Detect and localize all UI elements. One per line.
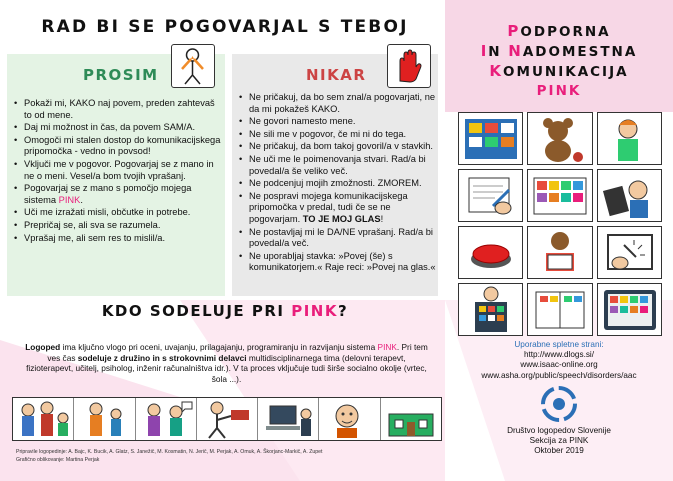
society-logo-icon (537, 384, 581, 424)
list-item-text: Ne pospravi mojega komunikacijskega pripomočka v predal, tudi če se ne pogovarjam. (249, 190, 408, 224)
bold-text: TO JE MOJ GLAS (302, 213, 381, 224)
list-item: • Ne pričakuj, da bom takoj govoril/a v stavkih. (238, 141, 436, 153)
therapist-icon (197, 398, 258, 440)
link[interactable]: www.isaac-online.org (520, 360, 598, 370)
title-line (445, 62, 673, 82)
society-name: Društvo logopedov Slovenije (507, 426, 611, 435)
title-cap: K (489, 62, 504, 80)
title-cap: I (480, 42, 489, 60)
list-item: • Pokaži mi, KAKO naj povem, preden zahtevaš to od mene. (13, 98, 223, 121)
nikar-heading: NIKAR (306, 66, 367, 84)
title-cap: N (508, 42, 523, 60)
speech-therapist-icon (136, 398, 197, 440)
bold-text: sodeluje z družino in s strokovnimi delavci (77, 352, 247, 363)
title-text: ADOMESTNA (522, 44, 638, 60)
communication-board-icon (458, 112, 523, 165)
touch-screen-icon (597, 226, 662, 279)
para-text: . Pri tem ves čas (47, 342, 428, 363)
list-item: • Daj mi možnost in čas, da povem SAM/A. (13, 122, 223, 134)
computer-engineer-icon (258, 398, 319, 440)
list-item-text: . (80, 194, 83, 205)
symbol-board-icon (527, 169, 592, 222)
title-text: N (488, 44, 509, 60)
society-info (445, 426, 673, 457)
speech-device-icon (597, 283, 662, 336)
praying-person-icon (171, 44, 215, 88)
list-item: • Prepričaj se, ali sva se razumela. (13, 220, 223, 232)
credits (16, 448, 436, 464)
title-line (445, 22, 673, 42)
society-logo (445, 384, 673, 429)
list-item: • Ne sili me v pogovor, če mi ni do tega. (238, 129, 436, 141)
list-item-text: Pogovarjaj se z mano s pomočjo mojega sistema (24, 183, 192, 205)
title-text: OMUNIKACIJA (503, 64, 629, 80)
title-line (445, 42, 673, 62)
brochure-title (445, 22, 673, 101)
para-text: multidisciplinarnega tima (delovni terapevt, fizioterapevt, učitelj, psiholog, inženir računalništva idr.). V ta proces vključuje tudi širše socialno okolje (vrtec, šola ...). (26, 352, 427, 384)
list-item: • Ne uporabljaj stavka: »Povej (še) s komunikatorjem.« Raje reci: »Povej na glas.« (238, 251, 436, 274)
vest-communication-icon (458, 283, 523, 336)
psychologist-icon (319, 398, 380, 440)
society-section: Sekcija za PINK (529, 436, 589, 446)
team-pictogram-strip (12, 397, 442, 441)
pink-word: PINK (291, 302, 338, 320)
useful-links (445, 340, 673, 381)
links-label: Uporabne spletne strani: (514, 340, 604, 349)
list-item: • Ne postavljaj mi le DA/NE vprašanj. Rad/a bi povedal/a več. (238, 227, 436, 250)
list-item: • Ne pričakuj, da bo sem znal/a pogovarjati, ne da mi pokažeš KAKO. (238, 92, 436, 115)
title-pink: PINK (536, 83, 582, 99)
child-icon (597, 112, 662, 165)
writing-hand-icon (458, 169, 523, 222)
nikar-list (238, 92, 436, 275)
para-text: ima ključno vlogo pri oceni, uvajanju, prilagajanju, programiranju in razvijanju sistema (60, 342, 378, 352)
big-red-switch-icon (458, 226, 523, 279)
title-cap: P (507, 22, 521, 40)
prosim-column (7, 54, 225, 296)
credits-design: Grafično oblikovanje: Martina Perjak (16, 457, 100, 463)
who-title-text: KDO SODELUJE PRI (101, 302, 292, 320)
list-item: • Ne podcenjuj mojih zmožnosti. ZMOREM. (238, 178, 436, 190)
pink-word: PINK (377, 342, 397, 352)
who-title (60, 302, 390, 320)
list-item: • Ne uči me le poimenovanja stvari. Rad/a bi povedal/a še veliko več. (238, 154, 436, 177)
who-paragraph (24, 342, 429, 384)
link[interactable]: www.asha.org/public/speech/disorders/aac (481, 370, 637, 380)
list-item: • Omogoči mi stalen dostop do komunikacijskega pripomočka - vedno in povsod! (13, 135, 223, 158)
title-text: ODPORNA (520, 24, 611, 40)
list-item: • Vključi me v pogovor. Pogovarjaj se z mano in ne o meni. Vesel/a bom tvojih vprašanj. (13, 159, 223, 182)
main-title: RAD BI SE POGOVARJAL S TEBOJ (41, 17, 409, 37)
family-icon (13, 398, 74, 440)
prosim-heading: PROSIM (83, 66, 159, 84)
who-title-text: ? (337, 302, 349, 320)
nikar-column (232, 54, 438, 296)
pink-word: PINK (58, 194, 81, 205)
list-item (238, 191, 436, 226)
stop-hand-icon (387, 44, 431, 88)
child-with-book-icon (527, 226, 592, 279)
credits-authors: Pripravile logopedinje: A. Bajc, K. Bucik, A. Glatz, S. Janežič, M. Kosmatin, N. Jerič, M. Perjak, A. Omuk, A. Škorjanc-Markič, A. Zupet (16, 449, 323, 455)
school-icon (381, 398, 441, 440)
teacher-icon (74, 398, 135, 440)
communication-book-icon (527, 283, 592, 336)
list-item-text: ! (380, 213, 384, 224)
list-item: • Uči me izražati misli, občutke in potrebe. (13, 207, 223, 219)
link[interactable]: http://www.dlogs.si/ (523, 350, 595, 360)
prosim-list (13, 98, 223, 245)
list-item (13, 183, 223, 206)
teddy-bear-icon (527, 112, 592, 165)
tablet-user-icon (597, 169, 662, 222)
list-item: • Vprašaj me, ali sem res to mislil/a. (13, 233, 223, 245)
bold-text: Logoped (25, 342, 61, 352)
list-item: • Ne govori namesto mene. (238, 116, 436, 128)
aac-pictogram-grid (458, 112, 662, 336)
publication-date: Oktober 2019 (534, 446, 584, 456)
